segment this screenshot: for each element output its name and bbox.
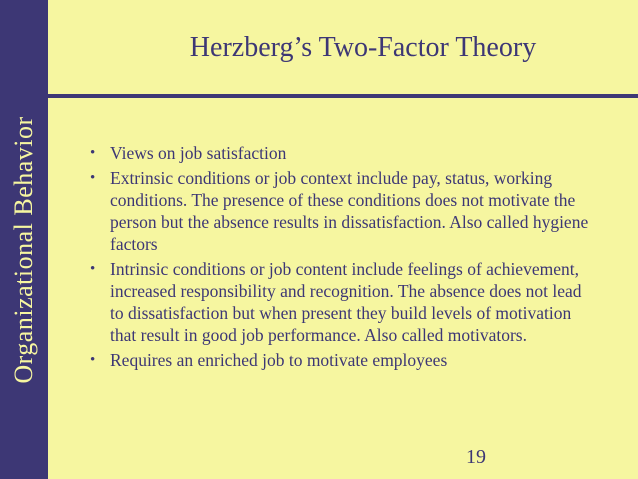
bullet-text: Intrinsic conditions or job content include feelings of achievement, increased responsibility and recognition. The absence does not lead to dissatisfaction but when present they build levels of motivation that result in good job performance. Also called motivators. (110, 259, 582, 345)
sidebar-label: Organizational Behavior (9, 116, 38, 384)
bullet-icon: • (90, 352, 96, 368)
bullet-text: Requires an enriched job to motivate employees (110, 350, 448, 370)
bullet-list (90, 142, 590, 374)
bullet-text: Views on job satisfaction (110, 143, 287, 163)
slide-title: Herzberg’s Two-Factor Theory (189, 32, 537, 63)
title-divider (48, 94, 638, 98)
bullet-item (90, 167, 590, 255)
bullet-item (90, 142, 590, 164)
bullet-item (90, 349, 590, 371)
bullet-icon: • (90, 261, 96, 277)
sidebar (0, 0, 48, 479)
page-number: 19 (466, 446, 486, 468)
bullet-icon: • (90, 145, 96, 161)
bullet-item (90, 258, 590, 346)
bullet-icon: • (90, 170, 96, 186)
bullet-text: Extrinsic conditions or job context include pay, status, working conditions. The presence of these conditions does not motivate the person but the absence results in dissatisfaction. Also called hygiene factors (110, 168, 589, 254)
